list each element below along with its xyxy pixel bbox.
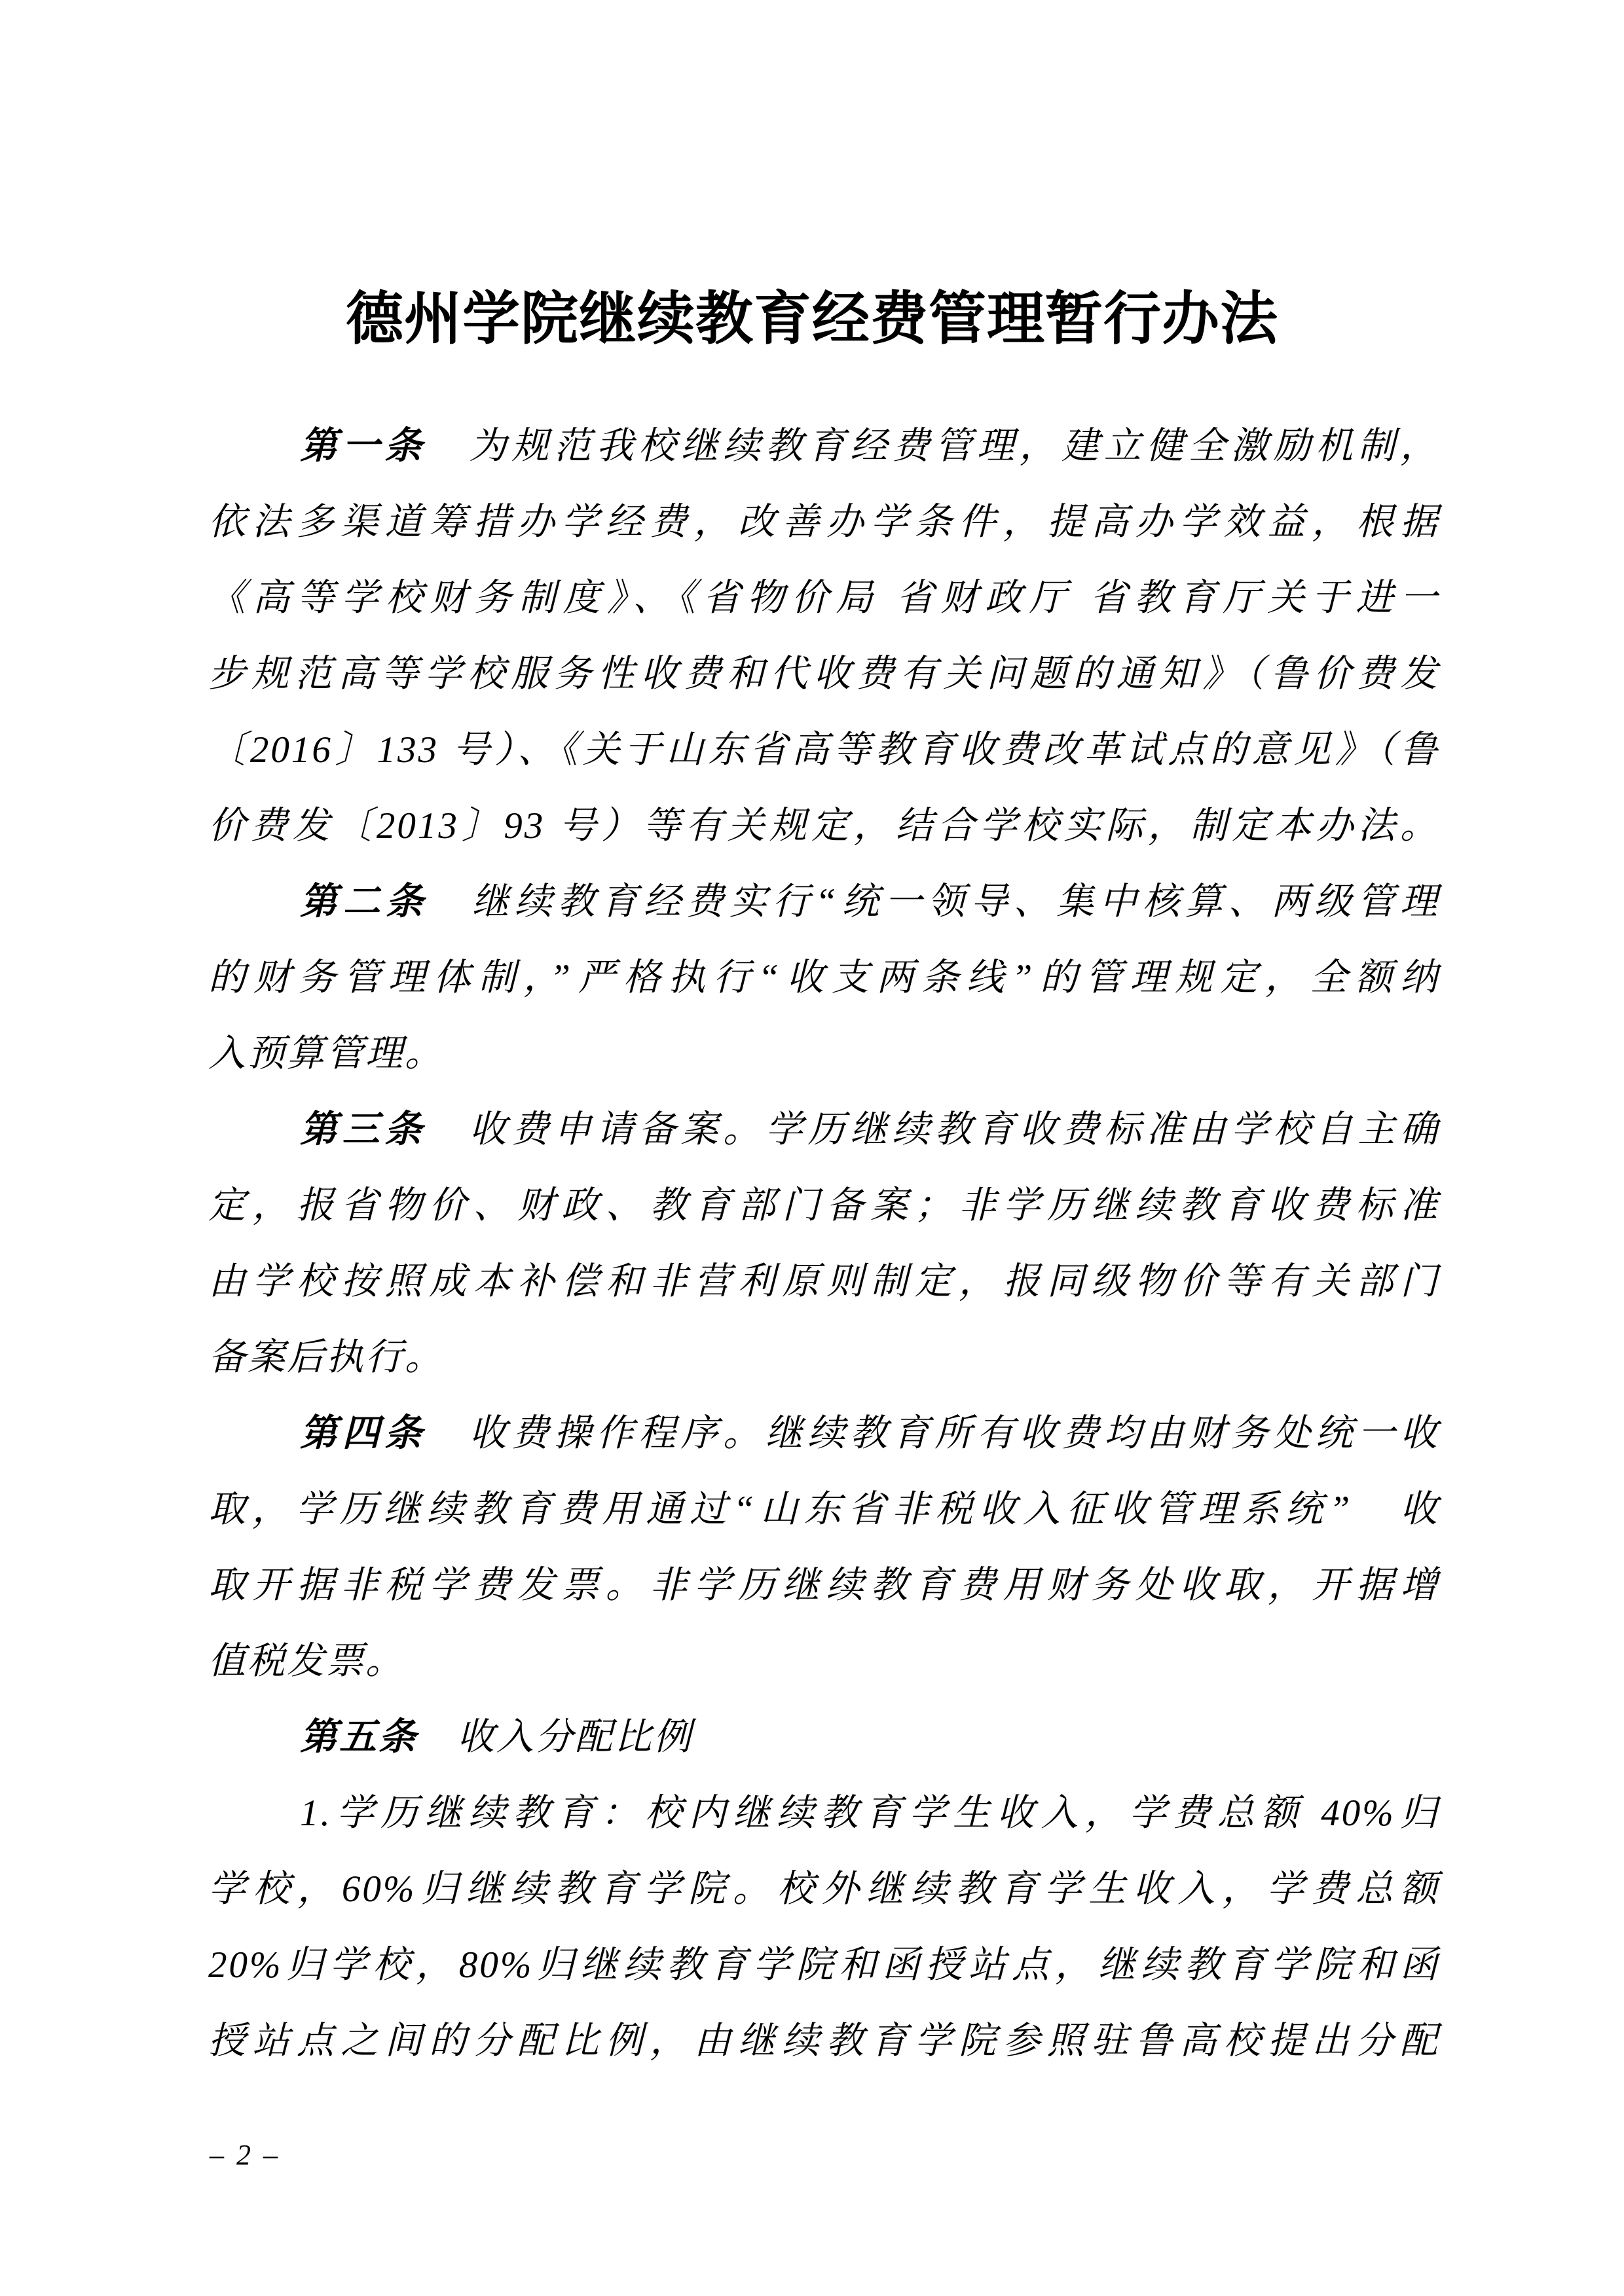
text-line: 《高等学校财务制度》、《省物价局 省财政厅 省教育厅关于进一 — [208, 577, 1439, 619]
text-line: 定，报省物价、财政、教育部门备案；非学历继续教育收费标准 — [208, 1185, 1439, 1226]
text-line: 〔2016〕133 号）、《关于山东省高等教育收费改革试点的意见》（鲁 — [208, 729, 1439, 771]
text-line: 学校，60%归继续教育学院。校外继续教育学生收入，学费总额 — [208, 1868, 1439, 1910]
text-line: 值税发票。 — [208, 1641, 405, 1682]
article-number: 第五条 — [300, 1717, 418, 1758]
text-line: 第四条 收费操作程序。继续教育所有收费均由财务处统一收 — [300, 1413, 1440, 1454]
document-body — [208, 409, 1439, 2079]
article-number: 第三条 — [300, 1109, 427, 1150]
text-line: 取，学历继续教育费用通过“山东省非税收入征收管理系统” 收 — [208, 1489, 1439, 1530]
text-line: 步规范高等学校服务性收费和代收费有关问题的通知》（鲁价费发 — [208, 653, 1439, 695]
text-line: 取开据非税学费发票。非学历继续教育费用财务处收取，开据增 — [208, 1565, 1439, 1606]
text-line: 的财务管理体制，”严格执行“收支两条线”的管理规定，全额纳 — [208, 957, 1439, 998]
text-line: 1.学历继续教育：校内继续教育学生收入，学费总额 40%归 — [300, 1793, 1439, 1834]
page-number: – 2 – — [210, 2139, 280, 2171]
text-line: 入预算管理。 — [208, 1033, 444, 1074]
text-line: 由学校按照成本补偿和非营利原则制定，报同级物价等有关部门 — [208, 1261, 1439, 1302]
text-line: 价费发〔2013〕93 号）等有关规定，结合学校实际，制定本办法。 — [208, 805, 1439, 847]
article-number: 第二条 — [300, 881, 429, 922]
text-line: 依法多渠道筹措办学经费，改善办学条件，提高办学效益，根据 — [208, 501, 1439, 543]
text-line: 第一条 为规范我校继续教育经费管理，建立健全激励机制， — [300, 426, 1440, 467]
article-number: 第一条 — [300, 426, 427, 467]
text-line: 第二条 继续教育经费实行“统一领导、集中核算、两级管理 — [300, 881, 1439, 922]
text-line: 第五条 收入分配比例 — [300, 1717, 693, 1758]
text-line: 备案后执行。 — [208, 1337, 444, 1378]
document-title: 德州学院继续教育经费管理暂行办法 — [345, 288, 1278, 352]
text-line: 20%归学校，80%归继续教育学院和函授站点，继续教育学院和函 — [208, 1944, 1439, 1986]
article-number: 第四条 — [300, 1413, 427, 1454]
text-line: 第三条 收费申请备案。学历继续教育收费标准由学校自主确 — [300, 1109, 1440, 1150]
text-line: 授站点之间的分配比例，由继续教育学院参照驻鲁高校提出分配 — [208, 2020, 1439, 2062]
